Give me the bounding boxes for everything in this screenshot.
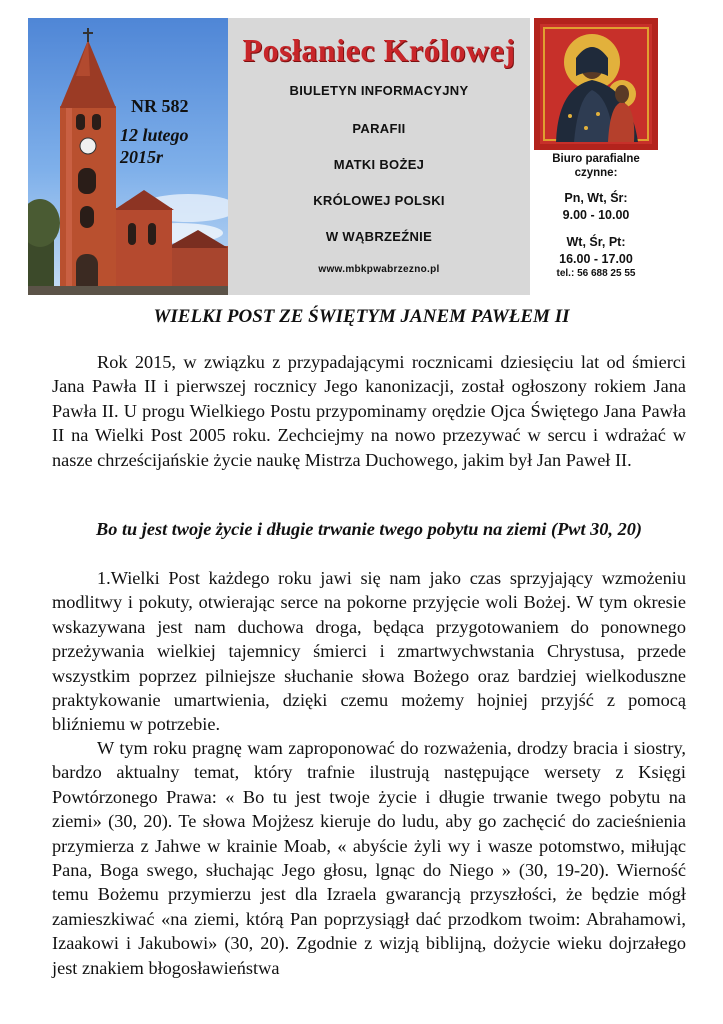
- title-banner: [228, 18, 530, 295]
- newsletter-title: Posłaniec Królowej: [242, 32, 516, 68]
- office-hours: [530, 152, 662, 279]
- office-hours-1: 9.00 - 10.00: [562, 208, 630, 222]
- issue-date-line1: 12 lutego: [120, 125, 189, 145]
- banner-line-4: KRÓLOWEJ POLSKI: [313, 193, 445, 208]
- office-label-2: czynne:: [574, 167, 618, 179]
- office-days-2: Wt, Śr, Pt:: [566, 235, 626, 249]
- office-days-1: Pn, Wt, Śr:: [564, 191, 628, 205]
- office-phone: tel.: 56 688 25 55: [556, 268, 636, 279]
- banner-line-5: W WĄBRZEŹNIE: [325, 229, 433, 244]
- banner-line-3: MATKI BOŻEJ: [333, 157, 425, 172]
- article-quote: Bo tu jest twoje życie i długie trwanie twego pobytu na ziemi (Pwt 30, 20): [96, 519, 642, 539]
- banner-line-2: PARAFII: [352, 121, 406, 136]
- website-link[interactable]: www.mbkpwabrzezno.pl: [318, 264, 440, 275]
- article-paragraph-2: W tym roku pragnę wam zaproponować do rozważenia, drodzy bracia i siostry, bardzo aktualny temat, który trafnie ilustrują następujące wersety z Księgi Powtórzonego Prawa: « Bo tu jest twoje życie i długie trwanie twego pobytu na ziemi» (30, 20). Te słowa Mojżesz kieruje do ludu, aby go zachęcić do zacieśnienia przymierza z Jahwe w krainie Moab, « abyście żyli wy i wasze potomstwo, miłując Pana, Boga swego, słuchając Jego głosu, lgnąc do Niego » (30, 19-20). Wierność temu Bożemu przymierzu jest dla Izraela gwarancją przyszłości, że będzie mógł zamieszkiwać «na ziemi, którą Pan poprzysiągł dać przodkom twoim: Abrahamowi, Izaakowi i Jakubowi» (30, 20). Zgodnie z wizją biblijną, dożycie wieku dojrzałego jest znakiem błogosławieństwa: [52, 738, 686, 978]
- issue-number: NR 582: [131, 96, 189, 116]
- issue-date-line2: 2015r: [120, 147, 164, 167]
- article-headline: WIELKI POST ZE ŚWIĘTYM JANEM PAWŁEM II: [153, 306, 570, 327]
- madonna-icon: [534, 18, 658, 150]
- article-paragraph-1: 1.Wielki Post każdego roku jawi się nam jako czas sprzyjający wzmożeniu modlitwy i pokuty, otwierając serce na pokorne przyjęcie woli Bożej. W tym okresie wskazywana jest nam duchowa droga, będąca przygotowaniem do ponownego przeżywania wielkiej tajemnicy śmierci i zmartwychwstania Chrystusa, przede wszystkim poprzez pilniejsze słuchanie słowa Bożego oraz bardziej wielkoduszne praktykowanie umartwienia, dzięki czemu możemy hojniej przyjść z pomocą bliźniemu w potrzebie.: [52, 568, 686, 735]
- office-label-1: Biuro parafialne: [552, 153, 640, 165]
- article-intro: Rok 2015, w związku z przypadającymi rocznicami dziesięciu lat od śmierci Jana Pawła II i pierwszej rocznicy Jego kanonizacji, został ogłoszony rokiem Jana Pawła II. U progu Wielkiego Postu przypominamy orędzie Ojca Świętego Jana Pawła II na Wielki Post 2005 roku. Zechciejmy na nowo przezywać w sercu i wdrażać w nasze chrześcijańskie życie naukę Mistrza Duchowego, jakim był Jan Paweł II.: [52, 352, 686, 470]
- office-hours-2: 16.00 - 17.00: [559, 252, 633, 266]
- church-tower-photo: [28, 18, 228, 295]
- banner-line-1: BIULETYN INFORMACYJNY: [289, 83, 469, 98]
- newsletter-header: [28, 18, 658, 295]
- issue-date: [120, 124, 220, 168]
